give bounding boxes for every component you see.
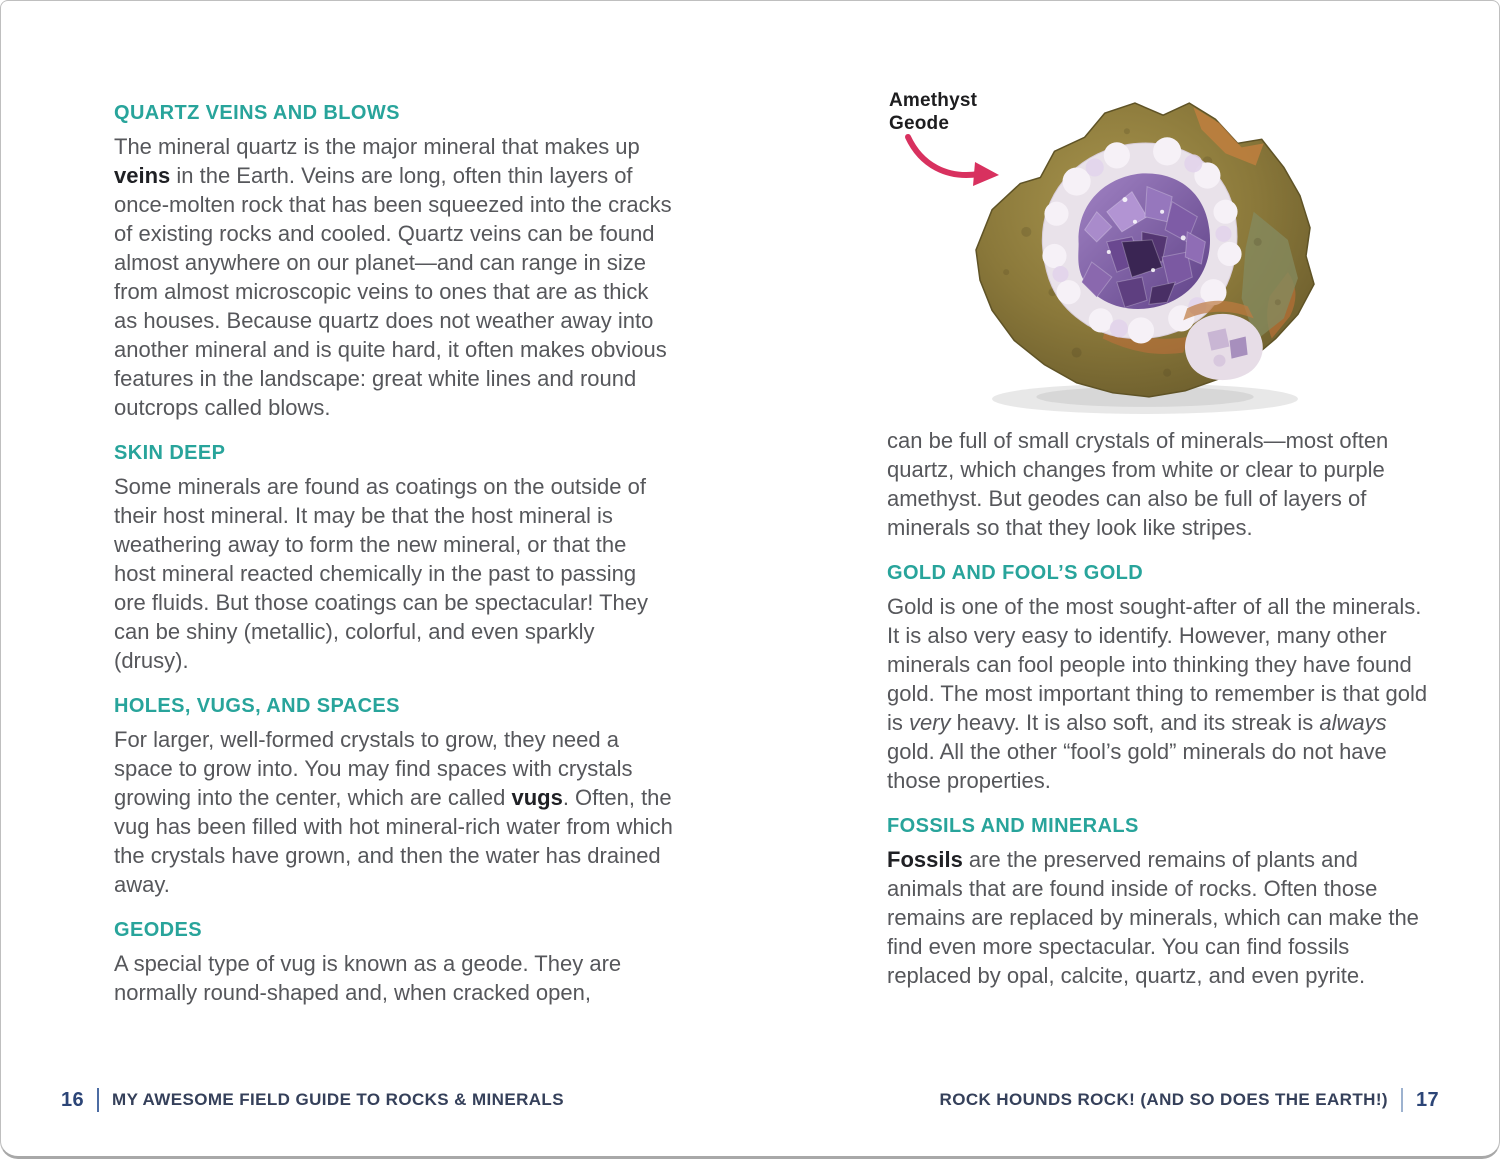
section-fossils <box>887 815 1435 990</box>
footer-divider <box>97 1088 99 1112</box>
section-heading: GEODES <box>114 919 202 941</box>
section-paragraph: Fossils are the preserved remains of plants and animals that are found inside of rocks. Often those remains are replaced by minerals, which can make the find even more spectacular. You can find fossils replaced by opal, calcite, quartz, and even pyrite. <box>887 847 1419 988</box>
section-paragraph: Some minerals are found as coatings on the outside of their host mineral. It may be that the host mineral is weathering away to form the new mineral, or that the host mineral reacted chemically in the past to passing ore fluids. But those coatings can be spectacular! They can be shiny (metallic), colorful, and even sparkly (drusy). <box>114 474 649 673</box>
right-page-column <box>887 89 1435 1010</box>
section-paragraph: Gold is one of the most sought-after of all the minerals. It is also very easy to identify. However, many other minerals can fool people into thinking they have found gold. The most important thing to remember is that gold is very heavy. It is also soft, and its streak is always gold. All the other “fool’s gold” minerals do not have those properties. <box>887 594 1428 793</box>
page-number-right: 17 <box>1415 1088 1439 1111</box>
book-title: MY AWESOME FIELD GUIDE TO ROCKS & MINERALS <box>112 1090 564 1109</box>
section-heading: FOSSILS AND MINERALS <box>887 815 1139 837</box>
section-paragraph: The mineral quartz is the major mineral that makes up veins in the Earth. Veins are long, often thin layers of once-molten rock that has been squeezed into the cracks of existing rocks and cooled. Quartz veins can be found almost anywhere on our planet—and can range in size from almost microscopic veins to ones that are as thick as houses. Because quartz does not weather away into another mineral and is quite hard, it often makes obvious features in the landscape: great white lines and round outcrops called blows. <box>114 134 672 420</box>
chapter-title: ROCK HOUNDS ROCK! (AND SO DOES THE EARTH!) <box>939 1090 1388 1109</box>
section-heading: HOLES, VUGS, AND SPACES <box>114 695 400 717</box>
left-page-column <box>114 102 674 1027</box>
section-skin-deep <box>114 442 674 675</box>
section-heading: GOLD AND FOOL’S GOLD <box>887 562 1144 584</box>
footer-right <box>940 1088 1439 1112</box>
section-heading: SKIN DEEP <box>114 442 226 464</box>
section-geodes <box>114 919 674 1007</box>
section-quartz-veins <box>114 102 674 422</box>
section-holes-vugs <box>114 695 674 899</box>
figure-label-line2: Geode <box>889 113 950 134</box>
footer-divider <box>1401 1088 1403 1112</box>
footer-left <box>61 1088 564 1112</box>
figure-label-line1: Amethyst <box>889 90 978 111</box>
amethyst-geode-image <box>953 91 1331 423</box>
section-paragraph: A special type of vug is known as a geode. They are normally round-shaped and, when cracked open, <box>114 951 622 1005</box>
section-heading: QUARTZ VEINS AND BLOWS <box>114 102 400 124</box>
section-paragraph: can be full of small crystals of minerals—most often quartz, which changes from white or clear to purple amethyst. But geodes can also be full of layers of minerals so that they look like stripes. <box>887 428 1389 540</box>
amethyst-geode-figure <box>887 89 1435 426</box>
section-geodes-continued <box>887 426 1435 542</box>
page-number-left: 16 <box>61 1088 85 1111</box>
section-gold <box>887 562 1435 795</box>
section-paragraph: For larger, well-formed crystals to grow, they need a space to grow into. You may find spaces with crystals growing into the center, which are called vugs. Often, the vug has been filled with hot mineral-rich water from which the crystals have grown, and then the water has drained away. <box>114 727 673 897</box>
